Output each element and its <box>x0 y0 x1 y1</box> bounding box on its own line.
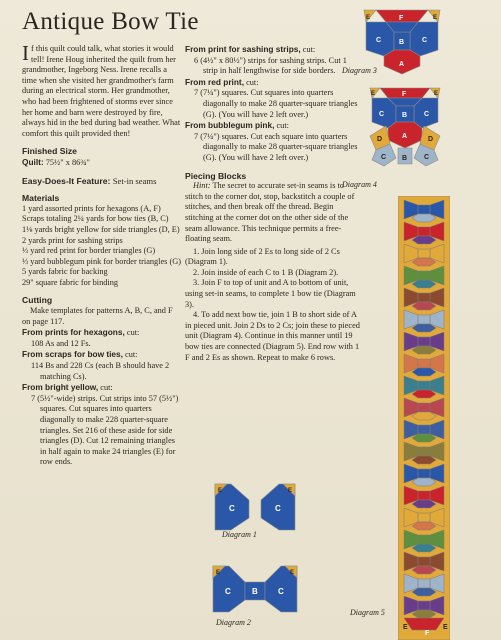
cutting-intro: Make templates for patterns A, B, C, and F on page 117. <box>22 306 173 326</box>
cutting-group-text: 6 (4½" x 80½") strips for sashing strips. Cut 1 strip in half lengthwise for side borders. <box>194 55 347 76</box>
piece-label: C <box>278 587 284 596</box>
bow-tie-b <box>418 227 430 236</box>
drop-cap: I <box>22 41 29 65</box>
diagram-2-graphic <box>205 560 305 616</box>
materials-item: ⅓ yard red print for border triangles (G) <box>22 246 156 256</box>
piece-label: C <box>424 111 430 118</box>
diagram-3-caption: Diagram 3 <box>342 66 377 75</box>
piece-label: E <box>371 91 376 97</box>
piece-label: F <box>402 91 407 98</box>
bow-tie-b <box>418 337 430 346</box>
piece-label: A <box>399 61 405 68</box>
finished-size: Quilt: 75½" x 86¾" <box>22 156 90 167</box>
diagram-1-unit-right <box>261 484 295 530</box>
cutting-group-label: From red print, cut: <box>185 76 259 87</box>
diagram-5-caption: Diagram 5 <box>350 608 385 617</box>
bow-tie-b <box>418 381 430 390</box>
piece-label: B <box>402 112 408 119</box>
diagram-4-graphic <box>368 86 464 182</box>
bow-tie-b <box>418 557 430 566</box>
materials-item: 29" square fabric for binding <box>22 277 119 287</box>
cutting-group-text: 7 (5½"-wide) strips. Cut strips into 57 (5½") squares. Cut squares into quarters diagonally to make 228 quarter-square triangles. Set 216 of these aside for side triangles (D). Cut 12 remaining triangles in half again to make 24 triangles (E) for row ends. <box>31 393 179 467</box>
materials-item: ⅓ yard bubblegum pink for border triangles (G) <box>22 256 181 266</box>
piece-label: B <box>402 155 408 162</box>
easy-feature: Easy-Does-It Feature: Set-in seams <box>22 175 157 186</box>
bow-tie-b <box>418 535 430 544</box>
diagram-4-caption: Diagram 4 <box>342 180 377 189</box>
piece-label: E <box>290 570 295 576</box>
bow-tie-b <box>418 271 430 280</box>
piece-label: C <box>381 154 387 161</box>
bow-tie-b <box>418 359 430 368</box>
bow-tie-b <box>418 469 430 478</box>
cutting-group-label: From bright yellow, cut: <box>22 382 113 393</box>
materials-item: 1⅛ yards bright yellow for side triangles (D, E) <box>22 224 180 234</box>
piece-label: E <box>434 91 439 97</box>
piece-label: E <box>218 488 223 494</box>
intro-paragraph: If this quilt could talk, what stories it would tell! Irene Houg inherited the quilt from her grandmother, Ingeborg Ness. Irene recalls a time when she visited her grandmother's farm during an electrical storm. Her grandmother, who had been frightened of storms ever since her home and barn were destroyed by fire, always hid in the bed during bad weather. What comfort this quilt provided then! <box>22 41 181 138</box>
cutting-group-text: 7 (7¼") squares. Cut each square into quarters diagonally to make 28 quarter-square triangles (G). (You will have 2 left over.) <box>194 131 358 162</box>
piecing-step: 2. Join inside of each C to 1 B (Diagram 2). <box>193 267 339 277</box>
bow-tie-b <box>418 579 430 588</box>
cutting-group-text: 7 (7¼") squares. Cut squares into quarters diagonally to make 28 quarter-square triangles (G). (You will have 2 left over.) <box>194 88 358 119</box>
bow-tie-b <box>418 491 430 500</box>
piece-label: D <box>428 136 434 143</box>
piece-label: E <box>403 624 408 631</box>
bow-tie-b <box>418 447 430 456</box>
piece-label: E <box>443 624 448 631</box>
bow-tie-b <box>418 293 430 302</box>
materials-heading: Materials <box>22 193 60 204</box>
diagram-1-caption: Diagram 1 <box>222 530 257 539</box>
piece-label: C <box>424 154 430 161</box>
materials-item: 1 yard assorted prints for hexagons (A, F) <box>22 203 161 213</box>
piece-label: D <box>377 136 383 143</box>
piece-label: C <box>229 504 235 513</box>
piece-label: C <box>422 37 428 44</box>
bow-tie-b <box>418 249 430 258</box>
materials-item: 5 yards fabric for backing <box>22 267 108 277</box>
finished-size-heading: Finished Size <box>22 146 77 157</box>
cutting-group-text: 114 Bs and 228 Cs (each B should have 2 matching Cs). <box>31 361 170 381</box>
bow-tie-b <box>418 513 430 522</box>
page-title: Antique Bow Tie <box>22 8 199 35</box>
middle-column <box>185 44 360 363</box>
piece-label: E <box>216 570 221 576</box>
bow-tie-b <box>418 403 430 412</box>
piece-label: C <box>225 587 231 596</box>
left-column <box>22 41 182 468</box>
bow-tie-b <box>418 425 430 434</box>
piecing-step: 3. Join F to top of unit and A to bottom of unit, using set-in seams, to complete 1 bow tie (Diagram 3). <box>185 278 356 309</box>
cutting-heading: Cutting <box>22 295 53 306</box>
piece-label: F <box>399 15 404 22</box>
piece-label: E <box>433 15 438 21</box>
piece-label: A <box>402 133 408 140</box>
piece-label: B <box>252 587 258 596</box>
diagram-1-unit-left <box>215 484 249 530</box>
piece-label: C <box>376 37 382 44</box>
cutting-group-text: 108 As and 12 Fs. <box>31 338 91 348</box>
piecing-step: 1. Join long side of 2 Es to long side of 2 Cs (Diagram 1). <box>185 246 340 267</box>
bow-tie-b <box>418 205 430 214</box>
piece-label: B <box>399 39 405 46</box>
cutting-group-label: From print for sashing strips, cut: <box>185 44 316 54</box>
bow-tie-b <box>418 315 430 324</box>
piece-label: C <box>275 504 281 513</box>
piece-label: E <box>366 15 371 21</box>
bow-tie-b <box>418 601 430 610</box>
cutting-group-label: From scraps for bow ties, cut: <box>22 349 138 360</box>
materials-item: 2 yards print for sashing strips <box>22 235 123 245</box>
diagram-1-graphic <box>205 478 305 534</box>
materials-list <box>22 204 182 289</box>
piecing-step: 4. To add next bow tie, join 1 B to short side of A in pieced unit. Join 2 Ds to 2 Cs; join these to pieced unit (Diagram 4). Continue in this manner until 19 bow ties are connected (Diagram 5). End row with 1 F and 2 Es as shown. Repeat to make 6 rows. <box>185 310 360 362</box>
diagram-2-caption: Diagram 2 <box>216 618 251 627</box>
piece-label: E <box>288 488 293 494</box>
materials-item: Scraps totaling 2¼ yards for bow ties (B, C) <box>22 214 169 224</box>
piecing-heading: Piecing Blocks <box>185 170 247 181</box>
piece-label: F <box>425 630 430 637</box>
diagram-5-graphic <box>398 196 450 640</box>
cutting-group-label: From bubblegum pink, cut: <box>185 120 289 131</box>
piece-label: C <box>379 111 385 118</box>
cutting-group-label: From prints for hexagons, cut: <box>22 327 140 338</box>
piecing-hint: Hint: The secret to accurate set-in seams is to stitch to the corner dot, stop, backstitch a couple of stitches, and then break off the thread. Begin stitching at the corner dot on the other side of the seam allowance. This technique permits a free-floating seam. <box>185 181 355 244</box>
